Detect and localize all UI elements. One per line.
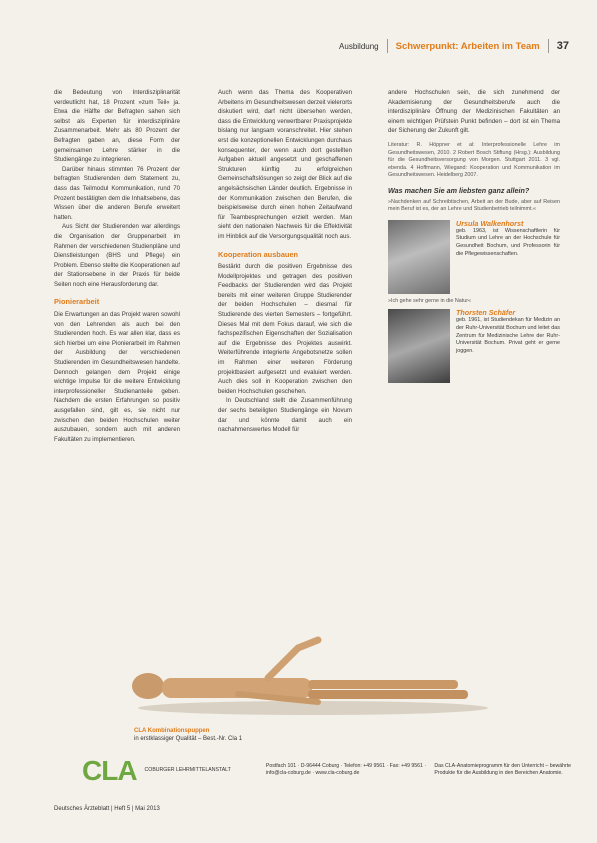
caption-text: in erstklassiger Qualität – Best.-Nr. Cla 1 <box>134 736 243 742</box>
figure-caption <box>134 727 242 743</box>
paragraph: Auch wenn das Thema des Kooperativen Arbeitens im Gesundheitswesen derzeit vielerorts diskutiert wird, darf nicht übersehen werden, dass die Entwicklung verwertbarer Praxisprojekte bislang nur langsam voranschreitet. Hier stehen erst die konzeptionellen Entwicklungen durchaus konsequenter, der wenn auch dort gestellten Aufgaben aktuell angesetzt und geschaffenen Strukturen künftig zu erfolgreichen Gemeinschaftslösungen so zeigt der Blick auf die angelsächsischen Länder deutlich. Ergebnisse in der Kommunikation zwischen den Berufen, die beispielsweise durch einen hohen Zeitaufwand für Teambesprechungen erzielt werden. Man sieht den nationalen Nachweis für die Effektivität im Hinblick auf die Versorgungsqualität noch aus. <box>218 89 352 240</box>
paragraph: Aus Sicht der Studierenden war allerdings die Organisation der Gruppenarbeit im Rahmen der verschiedenen Studienpläne und Dienstleistungen (BHS und Pflege) ein Problem. Ebenso stellte die Kooperationen auf der Stationsebene in der Praxis für beide Seiten noch eine Herausforderung dar. <box>54 223 180 288</box>
header-divider <box>548 39 549 53</box>
subheading: Pionierarbeit <box>54 297 100 307</box>
author-bio: geb. 1961, ist Studiendekan für Medizin an der Ruhr-Universität Bochum und leitet das Zentrum für Medizinische Lehre der Ruhr-Universität Bochum. Privat geht er gerne joggen. <box>456 317 560 354</box>
author-bio: geb. 1963, ist Wissenschaftlerin für Studium und Lehre an der Hochschule für Gesundheit Bochum, und Professorin für die Pflegewissenschaften. <box>456 227 560 257</box>
topic-label: Schwerpunkt: Arbeiten im Team <box>395 40 540 52</box>
subheading: Kooperation ausbauen <box>218 249 299 259</box>
author-photo <box>388 309 450 383</box>
column-2 <box>218 88 352 663</box>
paragraph: Bestärkt durch die positiven Ergebnisse des Modellprojektes und getragen des positiven Feedbacks der Studierenden wird das Projekt bereits mit einer weiteren Gruppe Studierender der beiden Hochschulen – diesmal für Studierende des vierten Semesters – fortgeführt. Dieses Mal mit dem Fokus darauf, wie sich die fachspezifischen Eigenschaften der Sozialisation auf die Ergebnisse des Projektes auswirkt. Weiterführende integrierte Angebotsnetze sollen im Rahmen einer weiteren Förderung projektbasiert aufgesetzt und evaluiert werden. Auch dies soll in Kooperation zwischen den beiden Hochschulen geschehen. <box>218 263 352 395</box>
caption-brand: CLA Kombinationspuppen <box>134 728 210 734</box>
section-label: Ausbildung <box>339 41 379 51</box>
header-divider <box>387 39 388 53</box>
footnotes: Literatur: R. Höppner et al: Interprofessionelle Lehre im Gesundheitswesen, 2010. 2 Robert Bosch Stiftung (Hrsg.): Ausbildung für die Gesundheitsversorgung von Morgen. Stuttgart 2011. 3 vgl. ebenda. 4 Hoffmann, Wiegand: Kooperation und Kommunikation im Gesundheitswesen. Heidelberg 2007. <box>388 141 560 179</box>
author-name: Thorsten Schäfer <box>456 308 516 318</box>
column-1 <box>54 88 180 663</box>
ad-company: COBURGER LEHRMITTELANSTALT <box>144 766 231 773</box>
page-header <box>339 36 569 56</box>
ad-address: Postfach 101 · D-96444 Coburg · Telefon: +49 9561 · Fax: +49 9561 · info@cla-coburg.de · www.cla-coburg.de <box>265 763 427 776</box>
author-profile <box>388 220 560 294</box>
ad-tagline: Das CLA-Anatomieprogramm für den Unterricht – bewährte Produkte für die Ausbildung in den Bereichen Anatomie. <box>434 763 572 776</box>
column-3 <box>388 88 560 663</box>
advertisement <box>82 752 576 788</box>
page-number: 37 <box>556 40 569 52</box>
paragraph: die Bedeutung von Interdisziplinarität verdeutlicht hat, 18 Prozent »zum Teil« ja. Etwa die Hälfte der Befragten sahen sich selbst als Experten für interdisziplinäre Zusammenarbeit. Mehr als 80 Prozent der Befragten gaben an, diese Form der gemeinsamen Lehre stärker in die Studiengänge zu integrieren. <box>54 89 180 164</box>
paragraph: In Deutschland stellt die Zusammenführung der sechs beteiligten Studiengänge ein Novum dar und könnte damit auch ein nachahmenswertes Modell für <box>218 397 352 434</box>
page-footer: Deutsches Ärzteblatt | Heft 5 | Mai 2013 <box>54 806 160 812</box>
author-photo <box>388 220 450 294</box>
mannequin-image <box>118 628 488 718</box>
cla-logo: CLA <box>82 754 137 786</box>
paragraph: Die Erwartungen an das Projekt waren sowohl von den Lehrenden als auch bei den Studierenden hoch. Es war allen klar, dass es sich hierbei um eine Pionierarbeit im Rahmen der Ausbildung der verschiedenen Studierenden im Gesundheitswesen handelte. Dennoch gelangen dem Projekt einige wichtige Impulse für die weitere Entwicklung interprofessioneller Studienanteile geben. Nachdem die ersten Erfahrungen so positiv ausgefallen sind, gilt es, sie nicht nur zwischen den beiden Hochschulen weiter auszubauen, sondern auch mit anderen Fakultäten zu implementieren. <box>54 311 180 443</box>
interview-answer: »Nachdenken auf Schreibtischen, Arbeit an der Bude, aber auf Reisen mein Beruf ist es, der an Lehre und Studienbetrieb teilnimmt.« <box>388 198 560 213</box>
paragraph: Darüber hinaus stimmten 76 Prozent der befragten Studierenden dem Statement zu, dass das Teilmodul Kommunikation, rund 70 Prozent bestätigten dem die Inhaltsebene, das Wissen über die anderen Berufe erweitert hatten. <box>54 165 180 221</box>
paragraph: andere Hochschulen sein, die sich zunehmend der Akademisierung der Gesundheitsberufe auch die interdisziplinäre Öffnung der Medizinischen Fakultäten an einem wichtigen Prüfstein Punkt befinden – dort ist ein Thema der Sicherung der Zukunft gilt. <box>388 89 560 135</box>
author-profile <box>388 309 560 383</box>
author-quote: »Ich gehe sehr gerne in die Natur« <box>388 297 472 304</box>
interview-question: Was machen Sie am liebsten ganz allein? <box>388 185 530 195</box>
author-name: Ursula Walkenhorst <box>456 218 524 228</box>
